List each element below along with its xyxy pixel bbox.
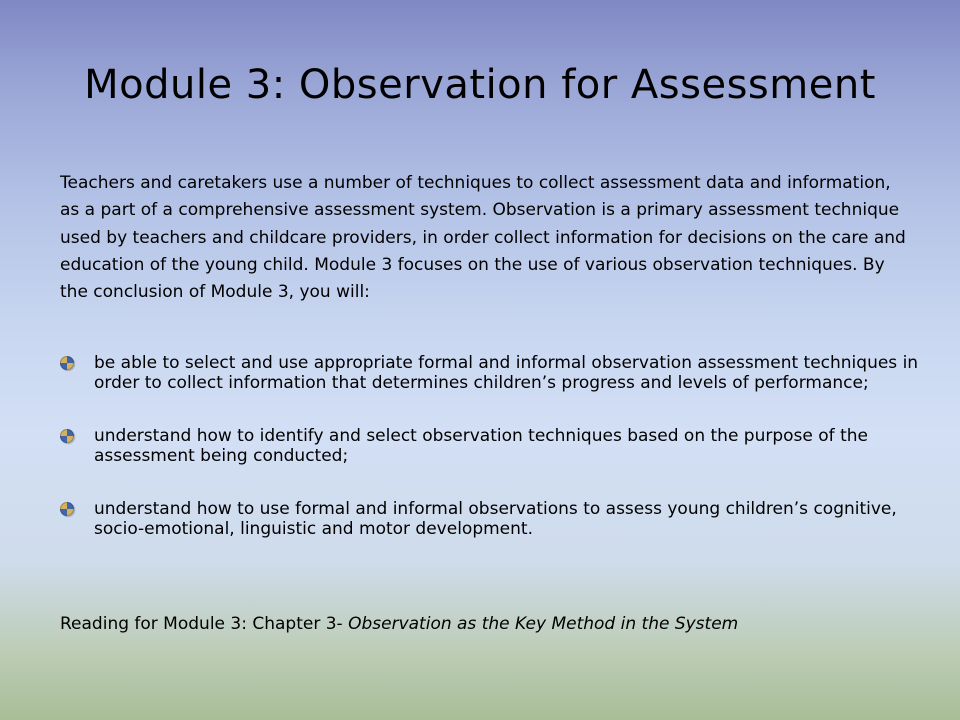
objectives-list [60,354,920,539]
reading-prefix: Reading for Module 3: Chapter 3- [60,614,349,634]
list-item [60,427,920,466]
list-item-text: understand how to use formal and informal observations to assess young children’s cognitive, socio-emotional, linguistic and motor development. [94,499,897,539]
list-item-text: understand how to identify and select observation techniques based on the purpose of the assessment being conducted; [94,426,868,466]
quartered-circle-bullet-icon [60,429,74,443]
quartered-circle-bullet-icon [60,356,74,370]
list-item [60,354,920,393]
intro-paragraph: Teachers and caretakers use a number of techniques to collect assessment data and information, as a part of a comprehensive assessment system. Observation is a primary assessment technique used by teachers and childcare providers, in order collect information for decisions on the care and education of the young child. Module 3 focuses on the use of various observation techniques. By the conclusion of Module 3, you will: [60,173,906,303]
list-item [60,500,920,539]
reading-chapter-title: Observation as the Key Method in the System [348,614,739,634]
quartered-circle-bullet-icon [60,502,74,516]
slide-title: Module 3: Observation for Assessment [84,62,876,108]
reading-assignment [60,614,940,634]
list-item-text: be able to select and use appropriate formal and informal observation assessment techniques in order to collect information that determines children’s progress and levels of performance; [94,353,919,393]
